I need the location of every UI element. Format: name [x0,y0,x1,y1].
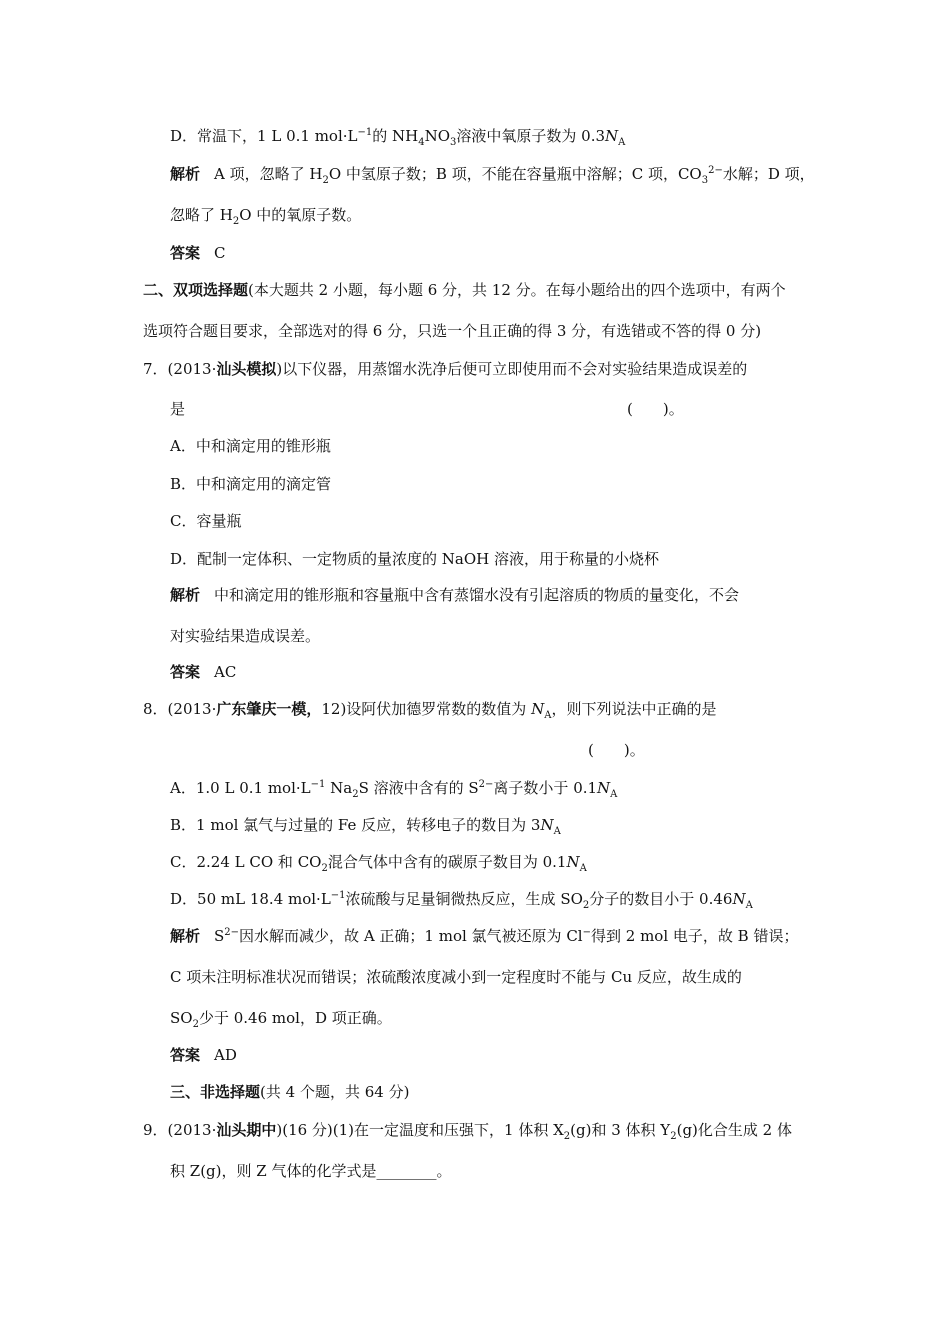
q7-option-d: D．配制一定体积、一定物质的量浓度的 NaOH 溶液，用于称量的小烧杯 [170,550,660,568]
q7-option-b: B．中和滴定用的滴定管 [170,475,332,493]
q7-analysis-line1: 解析 中和滴定用的锥形瓶和容量瓶中含有蒸馏水没有引起溶质的物质的量变化，不会 [170,586,740,604]
q8-option-a: A．1.0 L 0.1 $mol\cdot L^{-1}$ $Na_2S$ 溶液中含有的 $S^{2-}$离子数小于 $0.1N_A$ [170,779,618,800]
q8-option-d: D．50 mL 18.4 $mol\cdot L^{-1}$浓硫酸与足量铜微热反应，生成 $SO_2$分子的数目小于 $0.46N_A$ [170,890,753,911]
q8-answer-bracket: ( )。 [588,741,645,759]
q7-option-a: A．中和滴定用的锥形瓶 [170,437,331,455]
q8-analysis-line3: $SO_2$少于 0.46 mol，D 项正确。 [170,1009,392,1030]
q6-analysis-line1: 解析 A 项，忽略了 $H_2O$ 中氢原子数；B 项，不能在容量瓶中溶解；C 项，$CO_3^{2-}$水解；D 项， [170,165,815,186]
q7-stem: 7．(2013·汕头模拟)以下仪器，用蒸馏水洗净后便可立即使用而不会对实验结果造成误差的 [143,360,748,378]
q7-stem-line2: 是 [170,400,186,418]
section2-heading: 二、双项选择题(本大题共 2 小题，每小题 6 分，共 12 分。在每小题给出的四个选项中，有两个 [143,281,786,299]
q9-stem-line2: 积 Z(g)，则 Z 气体的化学式是________。 [170,1162,452,1180]
q7-option-c: C．容量瓶 [170,512,242,530]
q7-analysis-line2: 对实验结果造成误差。 [170,627,321,645]
q7-answer: 答案 AC [170,663,237,681]
q6-answer: 答案 C [170,244,226,262]
q8-analysis-line2: C 项未注明标准状况而错误；浓硫酸浓度减小到一定程度时不能与 Cu 反应，故生成的 [170,968,742,986]
q7-answer-bracket: ( )。 [627,400,684,418]
q6-option-d: D．常温下，1 L 0.1 $mol\cdot L^{-1}$的 $NH_4NO_3$溶液中氧原子数为 $0.3N_A$ [170,127,626,148]
q8-stem: 8．(2013·广东肇庆一模，12)设阿伏加德罗常数的数值为 $N_A$，则下列说法中正确的是 [143,700,717,721]
q8-analysis-line1: 解析 $S^{2-}$因水解而减少，故 A 正确；1 mol 氯气被还原为 Cl−得到 2 mol 电子，故 B 错误； [170,927,799,945]
q9-stem: 9．(2013·汕头期中)(16 分)(1)在一定温度和压强下，1 体积 $X_2(g)$和 3 体积 $Y_2(g)$化合生成 2 体 [143,1121,792,1142]
q8-answer: 答案 AD [170,1046,237,1064]
q8-option-b: B．1 mol 氯气与过量的 Fe 反应，转移电子的数目为 $3N_A$ [170,816,561,837]
q6-analysis-line2: 忽略了 $H_2O$ 中的氧原子数。 [170,206,362,227]
section3-heading: 三、非选择题(共 4 个题，共 64 分) [170,1083,410,1101]
section2-heading-line2: 选项符合题目要求，全部选对的得 6 分，只选一个且正确的得 3 分，有选错或不答的得 0 分) [143,322,762,340]
q8-option-c: C．2.24 L CO 和 $CO_2$混合气体中含有的碳原子数目为 $0.1N_A$ [170,853,587,874]
